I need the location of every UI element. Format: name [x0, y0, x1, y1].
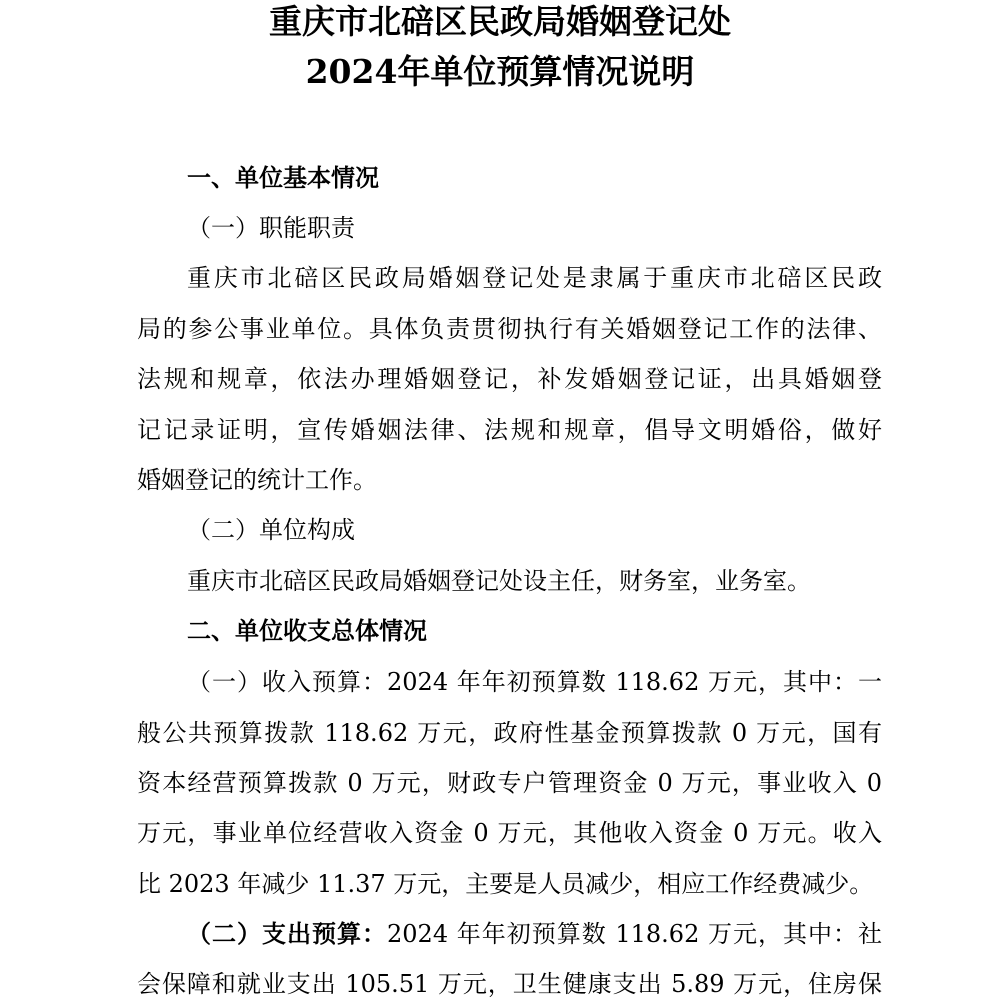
paragraph-line: 万元，事业单位经营收入资金 0 万元，其他收入资金 0 万元。收入 — [137, 819, 882, 847]
section1-sub1-heading: （一）职能职责 — [187, 214, 355, 242]
expense-text: 2024 年年初预算数 118.62 万元，其中：社 — [387, 920, 882, 948]
section1-heading: 一、单位基本情况 — [187, 164, 379, 192]
paragraph-line: 婚姻登记的统计工作。 — [137, 466, 377, 494]
paragraph-line: 重庆市北碚区民政局婚姻登记处是隶属于重庆市北碚区民政 — [187, 264, 882, 292]
document-title-line2: 2024年单位预算情况说明 — [305, 52, 695, 91]
paragraph-line: 比 2023 年减少 11.37 万元，主要是人员减少，相应工作经费减少。 — [137, 870, 874, 898]
paragraph-line: 资本经营预算拨款 0 万元，财政专户管理资金 0 万元，事业收入 0 — [137, 769, 882, 797]
paragraph-line: 重庆市北碚区民政局婚姻登记处设主任，财务室，业务室。 — [187, 567, 811, 595]
section1-sub2-heading: （二）单位构成 — [187, 516, 355, 544]
paragraph-line: 局的参公事业单位。具体负责贯彻执行有关婚姻登记工作的法律、 — [137, 315, 882, 343]
income-first-line — [187, 665, 882, 699]
paragraph-line: 法规和规章，依法办理婚姻登记，补发婚姻登记证，出具婚姻登 — [137, 365, 882, 393]
expense-label: （二）支出预算： — [187, 919, 388, 948]
section2-heading: 二、单位收支总体情况 — [187, 617, 427, 645]
paragraph-line: 记记录证明，宣传婚姻法律、法规和规章，倡导文明婚俗，做好 — [137, 416, 882, 444]
paragraph-line: 会保障和就业支出 105.51 万元，卫生健康支出 5.89 万元，住房保 — [137, 970, 882, 998]
paragraph-line: 般公共预算拨款 118.62 万元，政府性基金预算拨款 0 万元，国有 — [137, 719, 882, 747]
expense-first-line — [187, 917, 882, 951]
document-title-line1: 重庆市北碚区民政局婚姻登记处 — [269, 2, 731, 41]
income-label: （一）收入预算： — [187, 668, 388, 696]
income-text: 2024 年年初预算数 118.62 万元，其中：一 — [387, 668, 882, 696]
